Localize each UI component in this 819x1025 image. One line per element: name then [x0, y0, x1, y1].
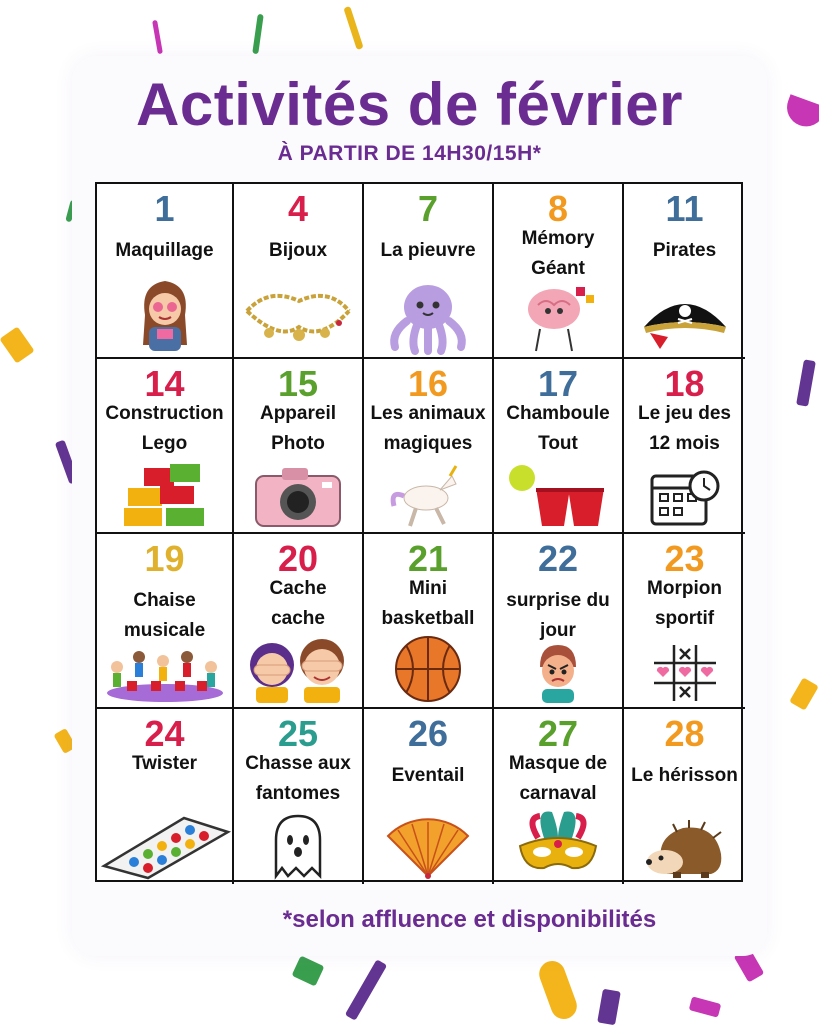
activity-label: Appareil Photo	[259, 403, 337, 454]
ghost-icon	[234, 798, 362, 880]
day-number: 22	[537, 538, 579, 579]
calendar-cell	[494, 359, 624, 534]
page-title: Activités de février	[136, 71, 683, 138]
folding-fan-icon	[364, 798, 492, 880]
tic-tac-toe-icon	[624, 621, 745, 703]
calendar-cell	[234, 709, 364, 884]
day-number: 1	[154, 188, 175, 229]
face-paint-girl-icon	[97, 271, 232, 353]
activity-label: Construction Lego	[105, 403, 224, 454]
calendar-clock-icon	[624, 446, 745, 528]
activity-label: Cache cache	[269, 578, 327, 629]
basketball-icon	[364, 621, 492, 703]
day-number: 4	[287, 188, 309, 229]
day-number: 27	[537, 713, 579, 754]
calendar-cell	[97, 534, 234, 709]
day-number: 7	[417, 188, 439, 229]
calendar-cell	[624, 184, 745, 359]
calendar-cell	[97, 359, 234, 534]
brain-puzzle-icon	[494, 271, 622, 353]
unicorn-icon	[364, 446, 492, 528]
day-number: 17	[537, 363, 579, 404]
day-number: 15	[277, 363, 319, 404]
activity-label: Chaise musicale	[123, 590, 206, 641]
day-number: 14	[144, 363, 185, 404]
calendar-cell	[97, 184, 234, 359]
calendar-cell	[364, 184, 494, 359]
calendar-cell	[364, 359, 494, 534]
hide-and-seek-kids-icon	[234, 621, 362, 703]
calendar-cell	[494, 184, 624, 359]
activity-label: Bijoux	[268, 240, 328, 261]
calendar-cell	[624, 709, 745, 884]
carnival-mask-icon	[494, 798, 622, 880]
calendar-cell	[97, 709, 234, 884]
day-number: 8	[547, 188, 569, 229]
footnote: *selon affluence et disponibilités	[282, 906, 657, 933]
activity-label: Les animaux magiques	[370, 403, 486, 454]
calendar-cell	[364, 709, 494, 884]
necklace-icon	[234, 271, 362, 353]
day-number: 20	[277, 538, 319, 579]
day-number: 23	[664, 538, 705, 579]
musical-chairs-icon	[97, 621, 232, 703]
activity-label: Mémory Géant	[521, 228, 595, 279]
day-number: 18	[664, 363, 705, 404]
activity-label: La pieuvre	[380, 240, 476, 261]
camera-icon	[234, 446, 362, 528]
day-number: 16	[407, 363, 449, 404]
calendar-cell	[494, 709, 624, 884]
twister-mat-icon	[97, 798, 232, 880]
pirate-hat-icon	[624, 271, 745, 353]
page-subtitle: À PARTIR DE 14H30/15H*	[277, 142, 542, 165]
activity-label: Masque de carnaval	[508, 753, 608, 804]
calendar-cell	[234, 184, 364, 359]
day-number: 21	[407, 538, 449, 579]
day-number: 19	[144, 538, 185, 579]
activity-calendar-grid	[95, 182, 743, 882]
activity-label: Le jeu des 12 mois	[638, 403, 731, 454]
calendar-cell	[494, 534, 624, 709]
activity-label: Mini basketball	[381, 578, 475, 629]
day-number: 24	[144, 713, 185, 754]
calendar-cell	[234, 359, 364, 534]
hedgehog-icon	[624, 798, 745, 880]
activity-label: Morpion sportif	[647, 578, 722, 629]
activity-label: Maquillage	[115, 240, 214, 261]
calendar-cell	[624, 534, 745, 709]
calendar-cell	[234, 534, 364, 709]
activity-label: Chamboule Tout	[506, 403, 610, 454]
activity-label: Chasse aux fantomes	[245, 753, 351, 804]
day-number: 25	[277, 713, 319, 754]
activity-label: Twister	[131, 753, 198, 774]
activity-label: Eventail	[391, 765, 465, 786]
calendar-cell	[624, 359, 745, 534]
day-number: 11	[665, 188, 704, 229]
activity-label: surprise du jour	[506, 590, 610, 641]
day-number: 28	[664, 713, 705, 754]
cups-ball-icon	[494, 446, 622, 528]
activity-label: Le hérisson	[631, 765, 738, 786]
calendar-cell	[364, 534, 494, 709]
lego-bricks-icon	[97, 446, 232, 528]
angry-boy-icon	[494, 621, 622, 703]
octopus-icon	[364, 271, 492, 353]
day-number: 26	[407, 713, 449, 754]
activity-label: Pirates	[652, 240, 717, 261]
